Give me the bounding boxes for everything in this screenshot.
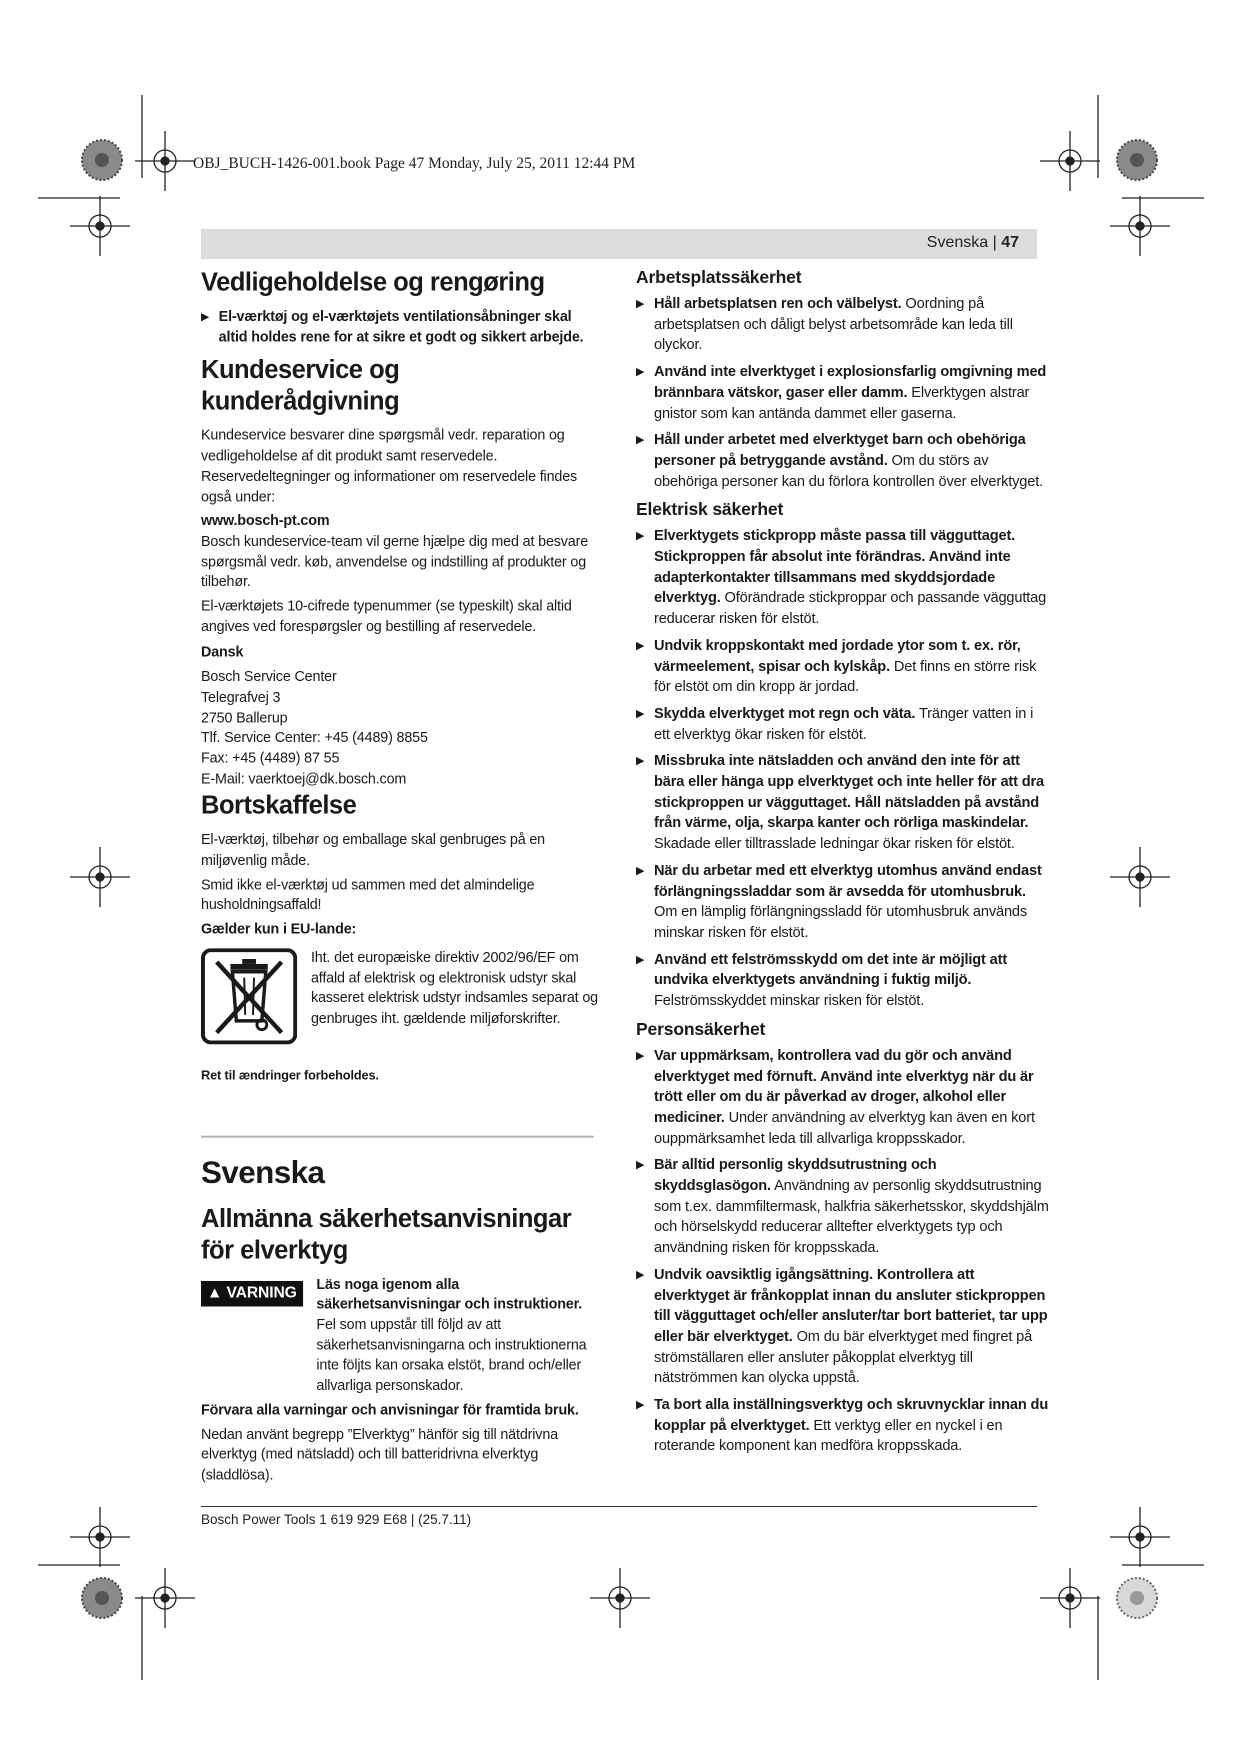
power-tool-definition-text: Nedan använt begrepp ”Elverktyg” hänför sig till nätdrivna elverktyg (med nätsladd) och till batteridrivna elverktyg (sladdlösa).: [201, 1426, 558, 1484]
bullet-text: Tränger vatten in i ett elverktyg ökar risken för elstöt.: [654, 705, 1034, 743]
bullet-bold-text: Håll arbetsplatsen ren och välbelyst.: [654, 296, 902, 312]
bullet-text: Skadade eller tilltrasslade ledningar ökar risken för elstöt.: [654, 836, 1015, 853]
customer-service-text: Kundeservice besvarer dine spørgsmål vedr. reparation og vedligeholdelse af dit produkt samt reservedele. Reservedeltegninger og informationer om reservedele findes også under:: [201, 428, 578, 506]
safety-heading: Allmänna säkerhetsanvisningar för elverktyg: [201, 1203, 572, 1264]
safety-bullet: [636, 430, 1051, 492]
warning-block: [201, 1275, 599, 1397]
maintenance-bullet: [201, 307, 599, 348]
bullet-text: Om du bär elverktyget med fingret på strömställaren eller ansluter påkopplat elverktyg till nätströmmen kan olycka uppstå.: [654, 1328, 1033, 1387]
contact-line: 2750 Ballerup: [201, 710, 288, 726]
bullet-text: Under användning av elverktyg kan även en kort ouppmärksamhet leda till allvarliga kroppsskador.: [654, 1109, 1035, 1147]
bullet-bold-text: Undvik oavsiktlig igångsättning. Kontrollera att elverktyget är frånkopplat innan du ansluter stickproppen till vägguttaget och/eller ansluter/tar bort batteriet, tar upp eller bär elverktyget.: [654, 1266, 1048, 1345]
safety-bullet: [636, 1046, 1051, 1150]
contact-address: [201, 668, 599, 790]
contact-email: E-Mail: vaerktoej@dk.bosch.com: [201, 771, 407, 787]
warning-text: Fel som uppstår till följd av att säkerhetsanvisningarna och instruktionerna inte följts kan orsaka elstöt, brand och/eller allvarliga personskador.: [316, 1317, 587, 1394]
header-label: [927, 234, 1019, 252]
bullet-text: Felströmsskyddet minskar risken för elstöt.: [654, 993, 925, 1010]
safety-bullet: [636, 1395, 1051, 1457]
bullet-bold-text: Elverktygets stickpropp måste passa till vägguttaget. Stickproppen får absolut inte förändras. Använd inte adapterkontakter tillsammans med skyddsjordade elverktyg.: [654, 528, 1016, 607]
bullet-arrow-icon: ▶: [636, 1268, 645, 1281]
crossed-bin-icon: [201, 948, 297, 1044]
bullet-arrow-icon: ▶: [636, 1159, 645, 1172]
bullet-text: Det finns en större risk för elstöt om din kropp är jordad.: [654, 658, 1037, 696]
safety-bullet: [636, 861, 1051, 944]
bullet-bold-text: Var uppmärksam, kontrollera vad du gör och använd elverktyget med förnuft. Använd inte elverktyg när du är trött eller om du är påverkad av droger, alkohol eller mediciner.: [654, 1047, 1034, 1126]
eu-only-label: Gælder kun i EU-lande:: [201, 921, 357, 938]
service-url-link[interactable]: www.bosch-pt.com: [201, 513, 330, 530]
bullet-arrow-icon: ▶: [636, 707, 645, 720]
print-info-line: OBJ_BUCH-1426-001.book Page 47 Monday, July 25, 2011 12:44 PM: [193, 155, 636, 172]
bullet-text: Oförändrade stickproppar och passande vägguttag reducerar risken för elstöt.: [654, 590, 1047, 628]
warning-label: VARNING: [226, 1284, 297, 1302]
bullet-text: Om du störs av obehöriga personer kan du förlora kontrollen över elverktyget.: [654, 452, 1044, 490]
header-separator: |: [992, 234, 997, 251]
bullet-arrow-icon: ▶: [636, 1049, 645, 1062]
personal-safety-heading: Personsäkerhet: [636, 1018, 766, 1039]
safety-bullet: [636, 950, 1051, 1012]
bullet-arrow-icon: ▶: [636, 639, 645, 652]
bullet-bold-text: Använd ett felströmsskydd om det inte är möjligt att undvika elverktygets användning i fuktig miljö.: [654, 951, 1008, 989]
workplace-safety-heading: Arbetsplatssäkerhet: [636, 267, 802, 287]
bullet-text: Användning av personlig skyddsutrustning som t.ex. dammfiltermask, halkfria säkerhetsskor, skyddshjälm och hörselskydd reducerar alltefter elverktygets typ och användning risken för kroppsskada.: [654, 1178, 1049, 1257]
page-number: 47: [1001, 234, 1019, 251]
bullet-bold-text: Använd inte elverktyget i explosionsfarlig omgivning med brännbara vätskor, gaser eller damm.: [654, 364, 1047, 401]
safety-bullet: [636, 704, 1051, 745]
safety-bullet: [636, 294, 1051, 356]
bullet-bold-text: Ta bort alla inställningsverktyg och skruvnycklar innan du kopplar på elverktyget.: [654, 1397, 1049, 1434]
contact-phone: Tlf. Service Center: +45 (4489) 8855: [201, 730, 428, 747]
bullet-text: Elverktygen alstrar gnistor som kan antända dammet eller gaserna.: [654, 384, 1030, 422]
safety-bullet: [636, 1265, 1051, 1389]
weee-directive-text: Iht. det europæiske direktiv 2002/96/EF om affald af elektrisk og elektronisk udstyr skal kasseret elektrisk udstyr indsamles separat og genbruges iht. gældende miljøforskrifter.: [310, 950, 598, 1027]
bullet-arrow-icon: ▶: [201, 311, 210, 323]
left-column: [201, 266, 599, 1490]
footer-rule: [201, 1506, 1037, 1507]
footer-text: Bosch Power Tools 1 619 929 E68 | (25.7.11): [201, 1512, 472, 1527]
warning-badge: [201, 1281, 303, 1307]
type-number-text: El-værktøjets 10-cifrede typenummer (se typeskilt) skal altid angives ved forespørgsler og bestilling af reservedele.: [201, 598, 572, 635]
safety-bullet: [636, 751, 1051, 855]
warning-bold-text: Läs noga igenom alla säkerhetsanvisningar och instruktioner.: [316, 1276, 583, 1313]
disposal-text-1: El-værktøj, tilbehør og emballage skal genbruges på en miljøvenlig måde.: [201, 832, 546, 869]
changes-reserved-note: Ret til ændringer forbeholdes.: [201, 1067, 379, 1083]
page-header: [201, 229, 1037, 259]
bullet-bold-text: När du arbetar med ett elverktyg utomhus använd endast förlängningssladdar som är avsedda för utomhusbruk.: [654, 862, 1042, 900]
bullet-bold-text: Missbruka inte nätsladden och använd den inte för att bära eller hänga upp elverktyget och inte heller för att dra stickproppen ur vägguttaget. Håll nätsladden på avstånd från värme, olja, skarpa kanter och rörliga maskindelar.: [654, 753, 1045, 832]
bullet-arrow-icon: ▶: [636, 366, 645, 379]
bullet-arrow-icon: ▶: [636, 530, 645, 543]
bullet-bold-text: Håll under arbetet med elverktyget barn och obehöriga personer på betryggande avstånd.: [654, 432, 1026, 469]
bullet-text: Ett verktyg eller en nyckel i en roterande komponent kan medföra kroppsskada.: [654, 1417, 1003, 1455]
bullet-bold-text: Undvik kroppskontakt med jordade ytor som t. ex. rör, värmeelement, spisar och kylskåp.: [654, 637, 1021, 675]
bullet-arrow-icon: ▶: [636, 864, 645, 877]
contact-fax: Fax: +45 (4489) 87 55: [201, 750, 340, 767]
customer-service-heading: Kundeservice og kunderådgivning: [201, 354, 400, 416]
maintenance-heading: Vedligeholdelse og rengøring: [201, 266, 545, 297]
keep-instructions-text: Förvara alla varningar och anvisningar för framtida bruk.: [201, 1402, 579, 1419]
safety-bullet: [636, 362, 1051, 424]
bullet-bold-text: Skydda elverktyget mot regn och väta.: [654, 705, 916, 722]
weee-block: [201, 948, 599, 1044]
language-heading: Svenska: [201, 1153, 325, 1190]
safety-bullet: [636, 526, 1051, 630]
bullet-arrow-icon: ▶: [636, 434, 645, 447]
disposal-heading: Bortskaffelse: [201, 790, 357, 820]
bullet-text: Oordning på arbetsplatsen och dåligt belyst arbetsområde kan leda till olyckor.: [654, 296, 1013, 354]
safety-bullet: [636, 1155, 1051, 1259]
bullet-arrow-icon: ▶: [636, 1399, 645, 1412]
maintenance-bullet-text: El-værktøj og el-værktøjets ventilationsåbninger skal altid holdes rene for at sikre et godt og sikkert arbejde.: [218, 309, 584, 346]
country-label: Dansk: [201, 645, 244, 662]
contact-line: Bosch Service Center: [201, 669, 337, 686]
bullet-arrow-icon: ▶: [636, 953, 645, 966]
bullet-text: Om en lämplig förlängningssladd för utomhusbruk används minskar risken för elstöt.: [654, 904, 1028, 941]
bullet-arrow-icon: ▶: [636, 298, 645, 310]
safety-bullet: [636, 636, 1051, 698]
bullet-arrow-icon: ▶: [636, 755, 645, 768]
warning-triangle-icon: ▲: [206, 1284, 223, 1302]
right-column: [636, 266, 1051, 1463]
bullet-bold-text: Bär alltid personlig skyddsutrustning och skyddsglasögon.: [654, 1157, 937, 1195]
section-divider: [201, 1135, 594, 1137]
electrical-safety-heading: Elektrisk säkerhet: [636, 499, 784, 520]
disposal-text-2: Smid ikke el-værktøj ud sammen med det almindelige husholdningsaffald!: [201, 877, 535, 914]
contact-line: Telegrafvej 3: [201, 689, 281, 706]
header-language: Svenska: [926, 234, 989, 251]
customer-service-team-text: Bosch kundeservice-team vil gerne hjælpe dig med at besvare spørgsmål vedr. køb, anvendelse og indstilling af produkter og tilbehør.: [201, 533, 589, 591]
